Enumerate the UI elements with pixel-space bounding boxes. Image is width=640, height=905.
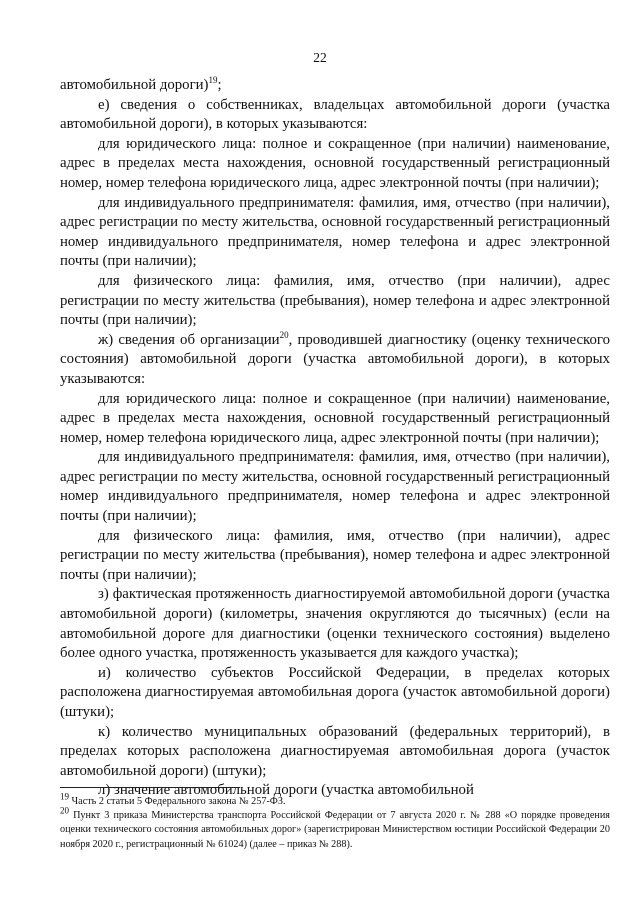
paragraph (60, 96, 610, 135)
paragraph-text: з) фактическая протяженность диагностируемой автомобильной дороги (участка автомобильной дороги) (километры, значения округляются до тысячных) (если на автомобильной дороге для диагностики (оценки технического состояния) выделено более одного участка, протяженность указывается для каждого участка); (60, 586, 610, 662)
paragraph (60, 135, 610, 194)
paragraph (60, 585, 610, 663)
footnote-separator (60, 787, 240, 788)
paragraph-text: для юридического лица: полное и сокращенное (при наличии) наименование, адрес в пределах места нахождения, основной государственный регистрационный номер, номер телефона юридического лица, адрес электронной почты (при наличии); (60, 135, 610, 191)
paragraph-text: к) количество муниципальных образований (федеральных территорий), в пределах которых расположена диагностируемая автомобильная дорога (участок автомобильной дороги) (штуки); (60, 723, 610, 779)
page-number: 22 (313, 50, 327, 65)
paragraph-text: и) количество субъектов Российской Федерации, в пределах которых расположена диагностируемая автомобильная дорога (участок автомобильной дороги) (штуки); (60, 664, 610, 720)
paragraph (60, 723, 610, 782)
paragraph-text: для индивидуального предпринимателя: фамилия, имя, отчество (при наличии), адрес регистрации по месту жительства, основной государственный регистрационный номер индивидуального предпринимателя, номер телефона и адрес электронной почты (при наличии); (60, 194, 610, 270)
paragraph (60, 272, 610, 331)
paragraph-text: для физического лица: фамилия, имя, отчество (при наличии), адрес регистрации по месту жительства (пребывания), номер телефона и адрес электронной почты (при наличии); (60, 527, 610, 583)
paragraph-text: для индивидуального предпринимателя: фамилия, имя, отчество (при наличии), адрес регистрации по месту жительства, основной государственный регистрационный номер индивидуального предпринимателя, номер телефона и адрес электронной почты (при наличии); (60, 449, 610, 525)
footnote-reference: 19 (208, 75, 218, 86)
paragraph-text: ; (217, 77, 222, 93)
paragraph-text: , проводившей диагностику (оценку технического состояния) автомобильной дороги (участка автомобильной дороги), в которых указываются: (60, 331, 610, 387)
paragraph-text: автомобильной дороги) (60, 77, 209, 93)
paragraph (60, 194, 610, 272)
paragraph (60, 527, 610, 586)
paragraph (60, 76, 610, 96)
paragraph-text: для юридического лица: полное и сокращенное (при наличии) наименование, адрес в пределах места нахождения, основной государственный регистрационный номер, номер телефона юридического лица, адрес электронной почты (при наличии); (60, 390, 610, 446)
paragraph-text: для физического лица: фамилия, имя, отчество (при наличии), адрес регистрации по месту жительства (пребывания), номер телефона и адрес электронной почты (при наличии); (60, 272, 610, 329)
paragraph-text: л) значение автомобильной дороги (участка автомобильной (98, 782, 474, 799)
footnote-number: 20 (60, 805, 69, 816)
paragraph (60, 664, 610, 723)
footnote-reference: 20 (279, 329, 289, 340)
paragraph (60, 390, 610, 449)
paragraph-text: ж) сведения об организации (98, 331, 280, 348)
footnote-text: Часть 2 статьи 5 Федерального закона № 257-ФЗ. (69, 796, 286, 807)
footnotes (60, 791, 610, 852)
paragraph (60, 448, 610, 526)
footnote-text: Пункт 3 приказа Министерства транспорта Российской Федерации от 7 августа 2020 г. № 288 «О порядке проведения оценки технического состояния автомобильных дорог» (зарегистрирован Министерством юстиции Российской Федерации 20 ноября 2020 г., регистрационный № 61024) (далее – приказ № 288). (60, 810, 610, 850)
footnote (60, 805, 610, 852)
footnote-number: 19 (60, 791, 69, 802)
paragraph (60, 331, 610, 390)
paragraph-text: е) сведения о собственниках, владельцах автомобильной дороги (участка автомобильной дороги), в которых указываются: (60, 96, 610, 133)
body-text (60, 76, 610, 801)
footnote (60, 791, 610, 809)
